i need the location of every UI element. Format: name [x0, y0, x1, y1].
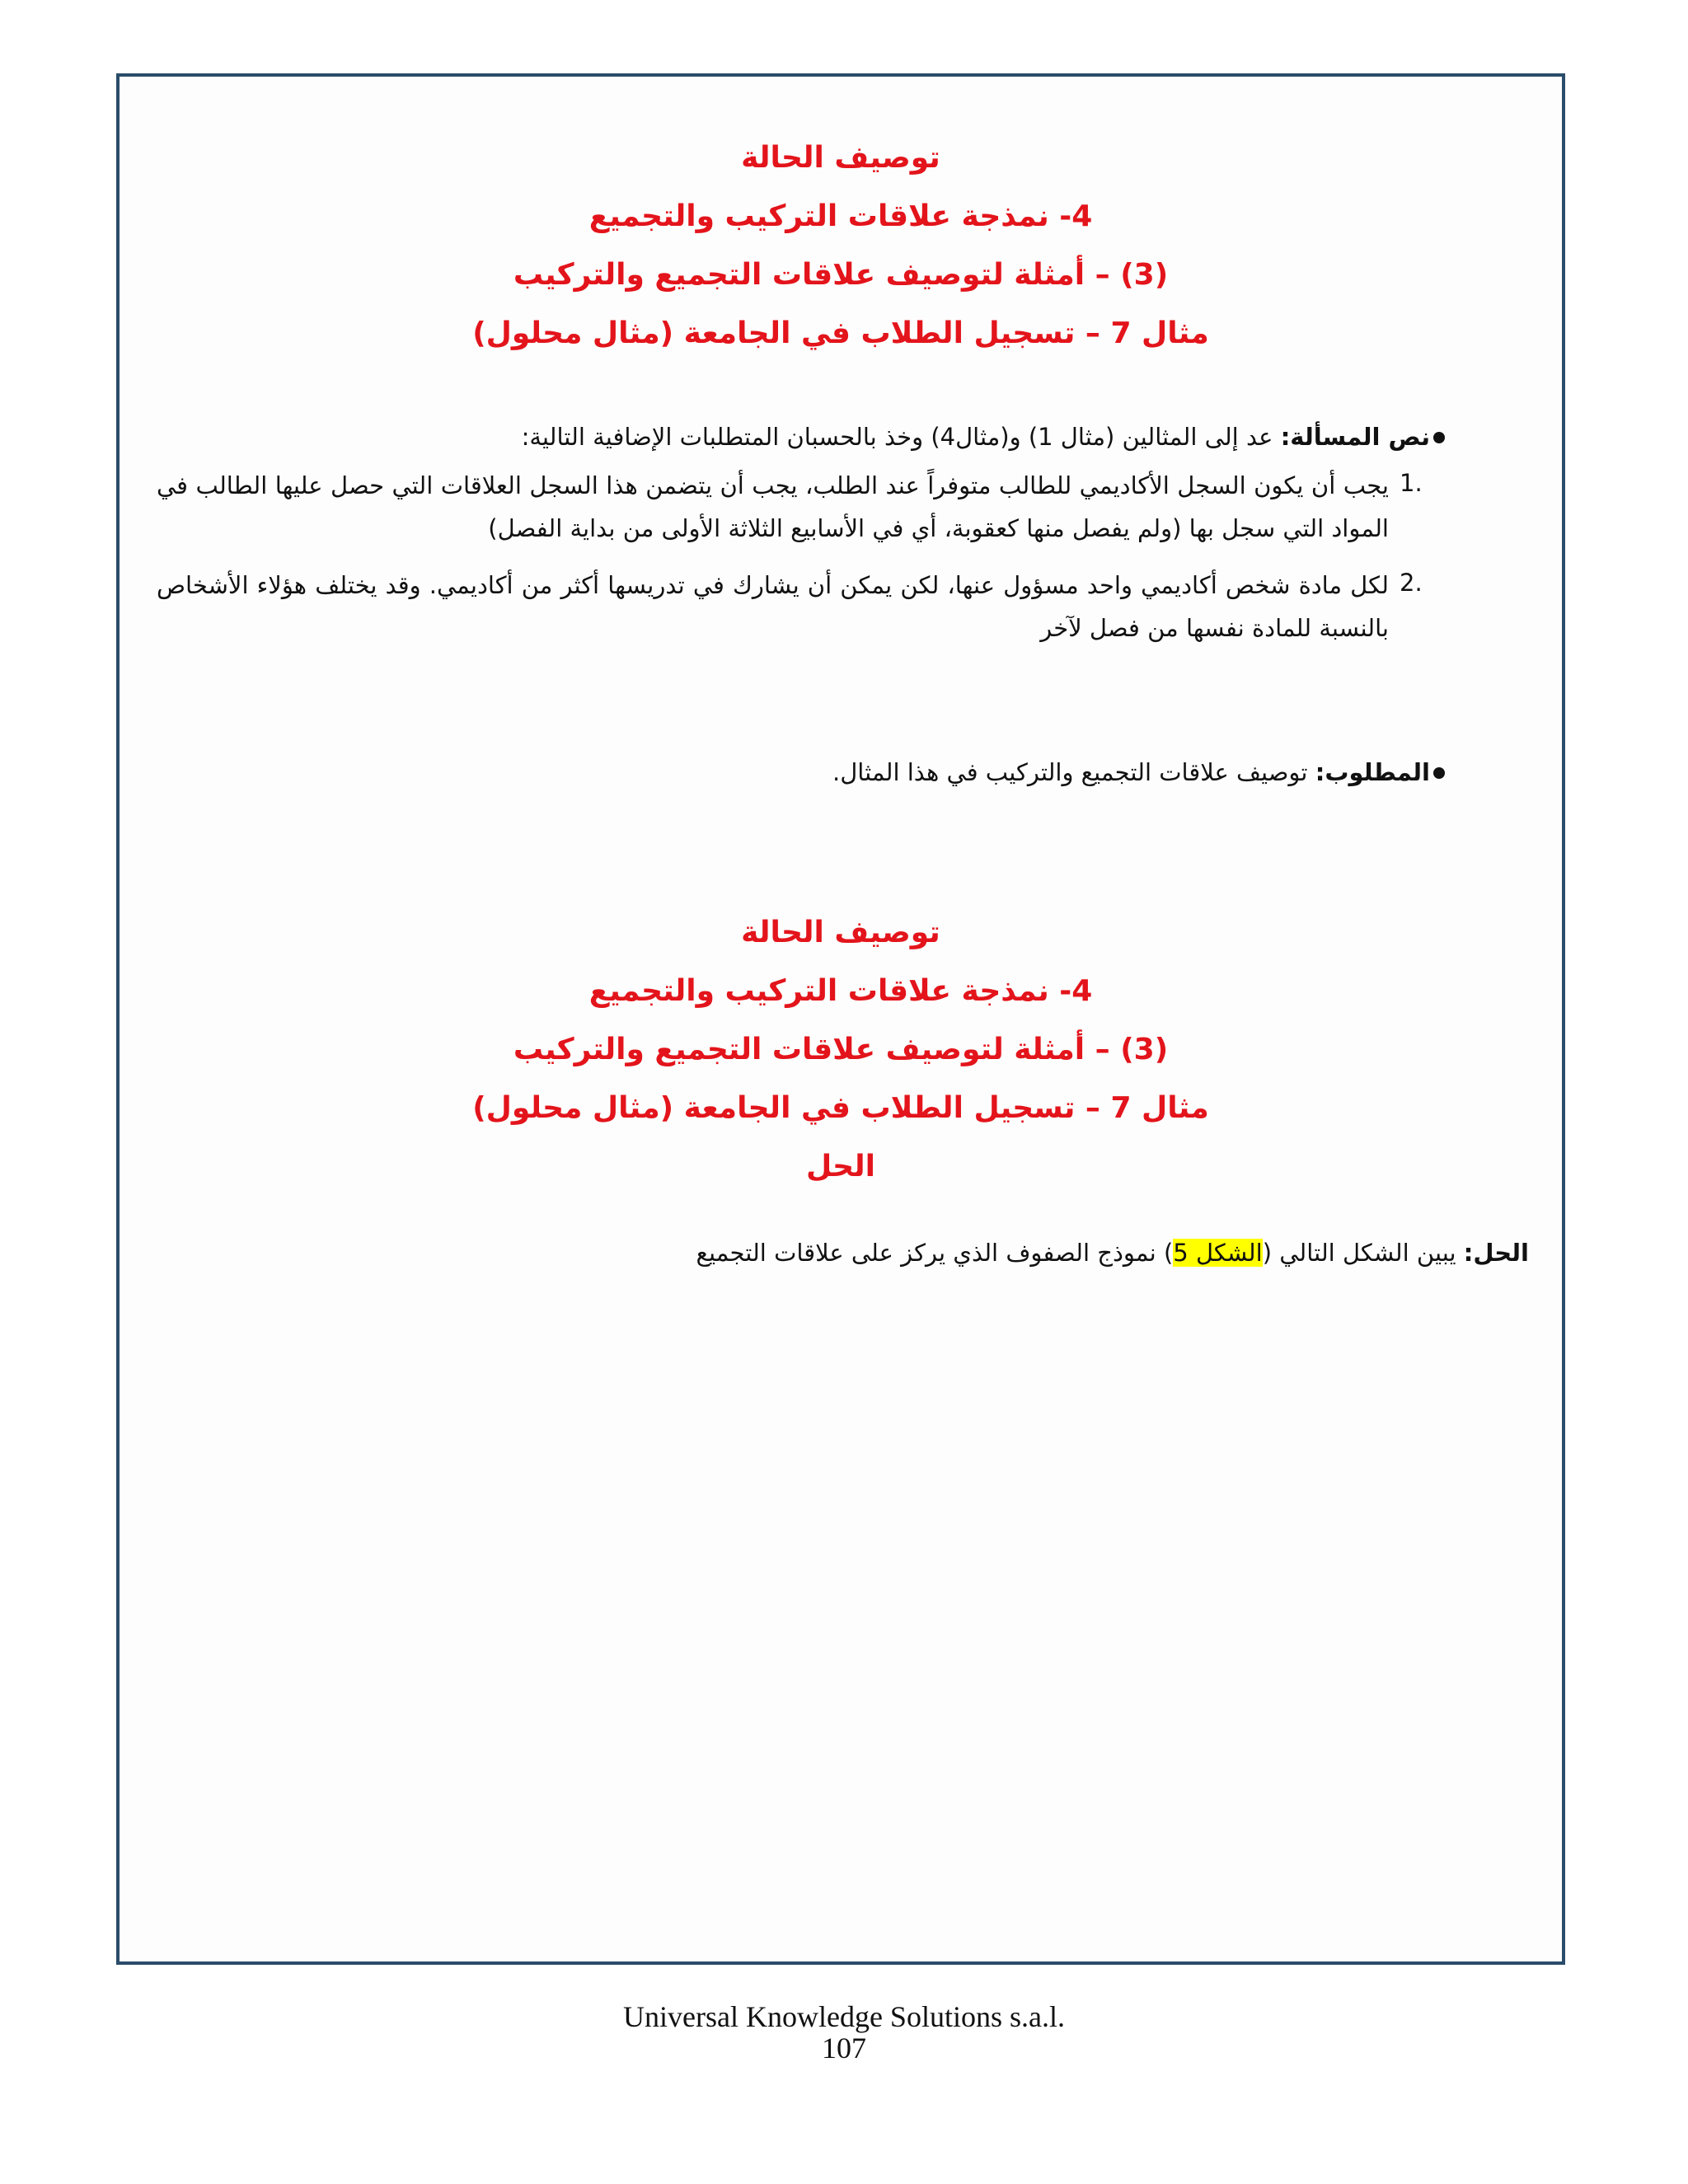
required-statement [194, 751, 1430, 794]
heading-example-title: مثال 7 – تسجيل الطلاب في الجامعة (مثال محلول) [472, 316, 1209, 350]
heading-subsection-title: (3) – أمثلة لتوصيف علاقات التجميع والتركيب [513, 1033, 1169, 1066]
footer-page-number: 107 [822, 2032, 866, 2064]
solution-text-after: ) نموذج الصفوف الذي يركز على علاقات التجميع [696, 1239, 1174, 1267]
footer-company: Universal Knowledge Solutions s.a.l. [623, 2000, 1065, 2033]
solution-label: الحل: [1463, 1239, 1529, 1267]
required-text: توصيف علاقات التجميع والتركيب في هذا المثال. [832, 758, 1315, 786]
heading-case-description: توصيف الحالة [741, 141, 940, 175]
header-block-1 [120, 129, 1562, 363]
heading-case-description: توصيف الحالة [741, 916, 940, 949]
item-2-number: 2. [1400, 569, 1423, 597]
heading-solution: الحل [806, 1150, 875, 1183]
item-2-text: لكل مادة شخص أكاديمي واحد مسؤول عنها، لكن يمكن أن يشارك في تدريسها أكثر من أكاديمي. وقد يختلف هؤلاء الأشخاص بالنسبة للمادة نفسها من فصل لآخر [157, 571, 1389, 642]
header-block-2 [120, 903, 1562, 1196]
page-frame [116, 73, 1565, 1965]
problem-statement [194, 415, 1430, 458]
bullet-icon [1433, 432, 1445, 443]
heading-section-title: 4- نمذجة علاقات التركيب والتجميع [588, 974, 1093, 1008]
solution-statement [210, 1231, 1529, 1274]
heading-example-title: مثال 7 – تسجيل الطلاب في الجامعة (مثال محلول) [472, 1091, 1209, 1125]
problem-text: عد إلى المثالين (مثال 1) و(مثال4) وخذ بالحسبان المتطلبات الإضافية التالية: [521, 423, 1281, 451]
heading-subsection-title: (3) – أمثلة لتوصيف علاقات التجميع والتركيب [513, 258, 1169, 292]
heading-section-title: 4- نمذجة علاقات التركيب والتجميع [588, 199, 1093, 233]
item-1-text: يجب أن يكون السجل الأكاديمي للطالب متوفراً عند الطلب، يجب أن يتضمن هذا السجل العلاقات التي حصل عليها الطالب في المواد التي سجل بها (ولم يفصل منها كعقوبة، أي في الأسابيع الثلاثة الأولى من بداية الفصل) [157, 471, 1389, 542]
solution-text-before: يبين الشكل التالي ( [1262, 1239, 1464, 1267]
problem-label: نص المسألة: [1280, 423, 1430, 451]
bullet-icon [1433, 767, 1445, 779]
required-label: المطلوب: [1315, 758, 1430, 786]
figure-reference-highlight: الشكل 5 [1173, 1239, 1263, 1267]
item-1-number: 1. [1400, 469, 1423, 497]
